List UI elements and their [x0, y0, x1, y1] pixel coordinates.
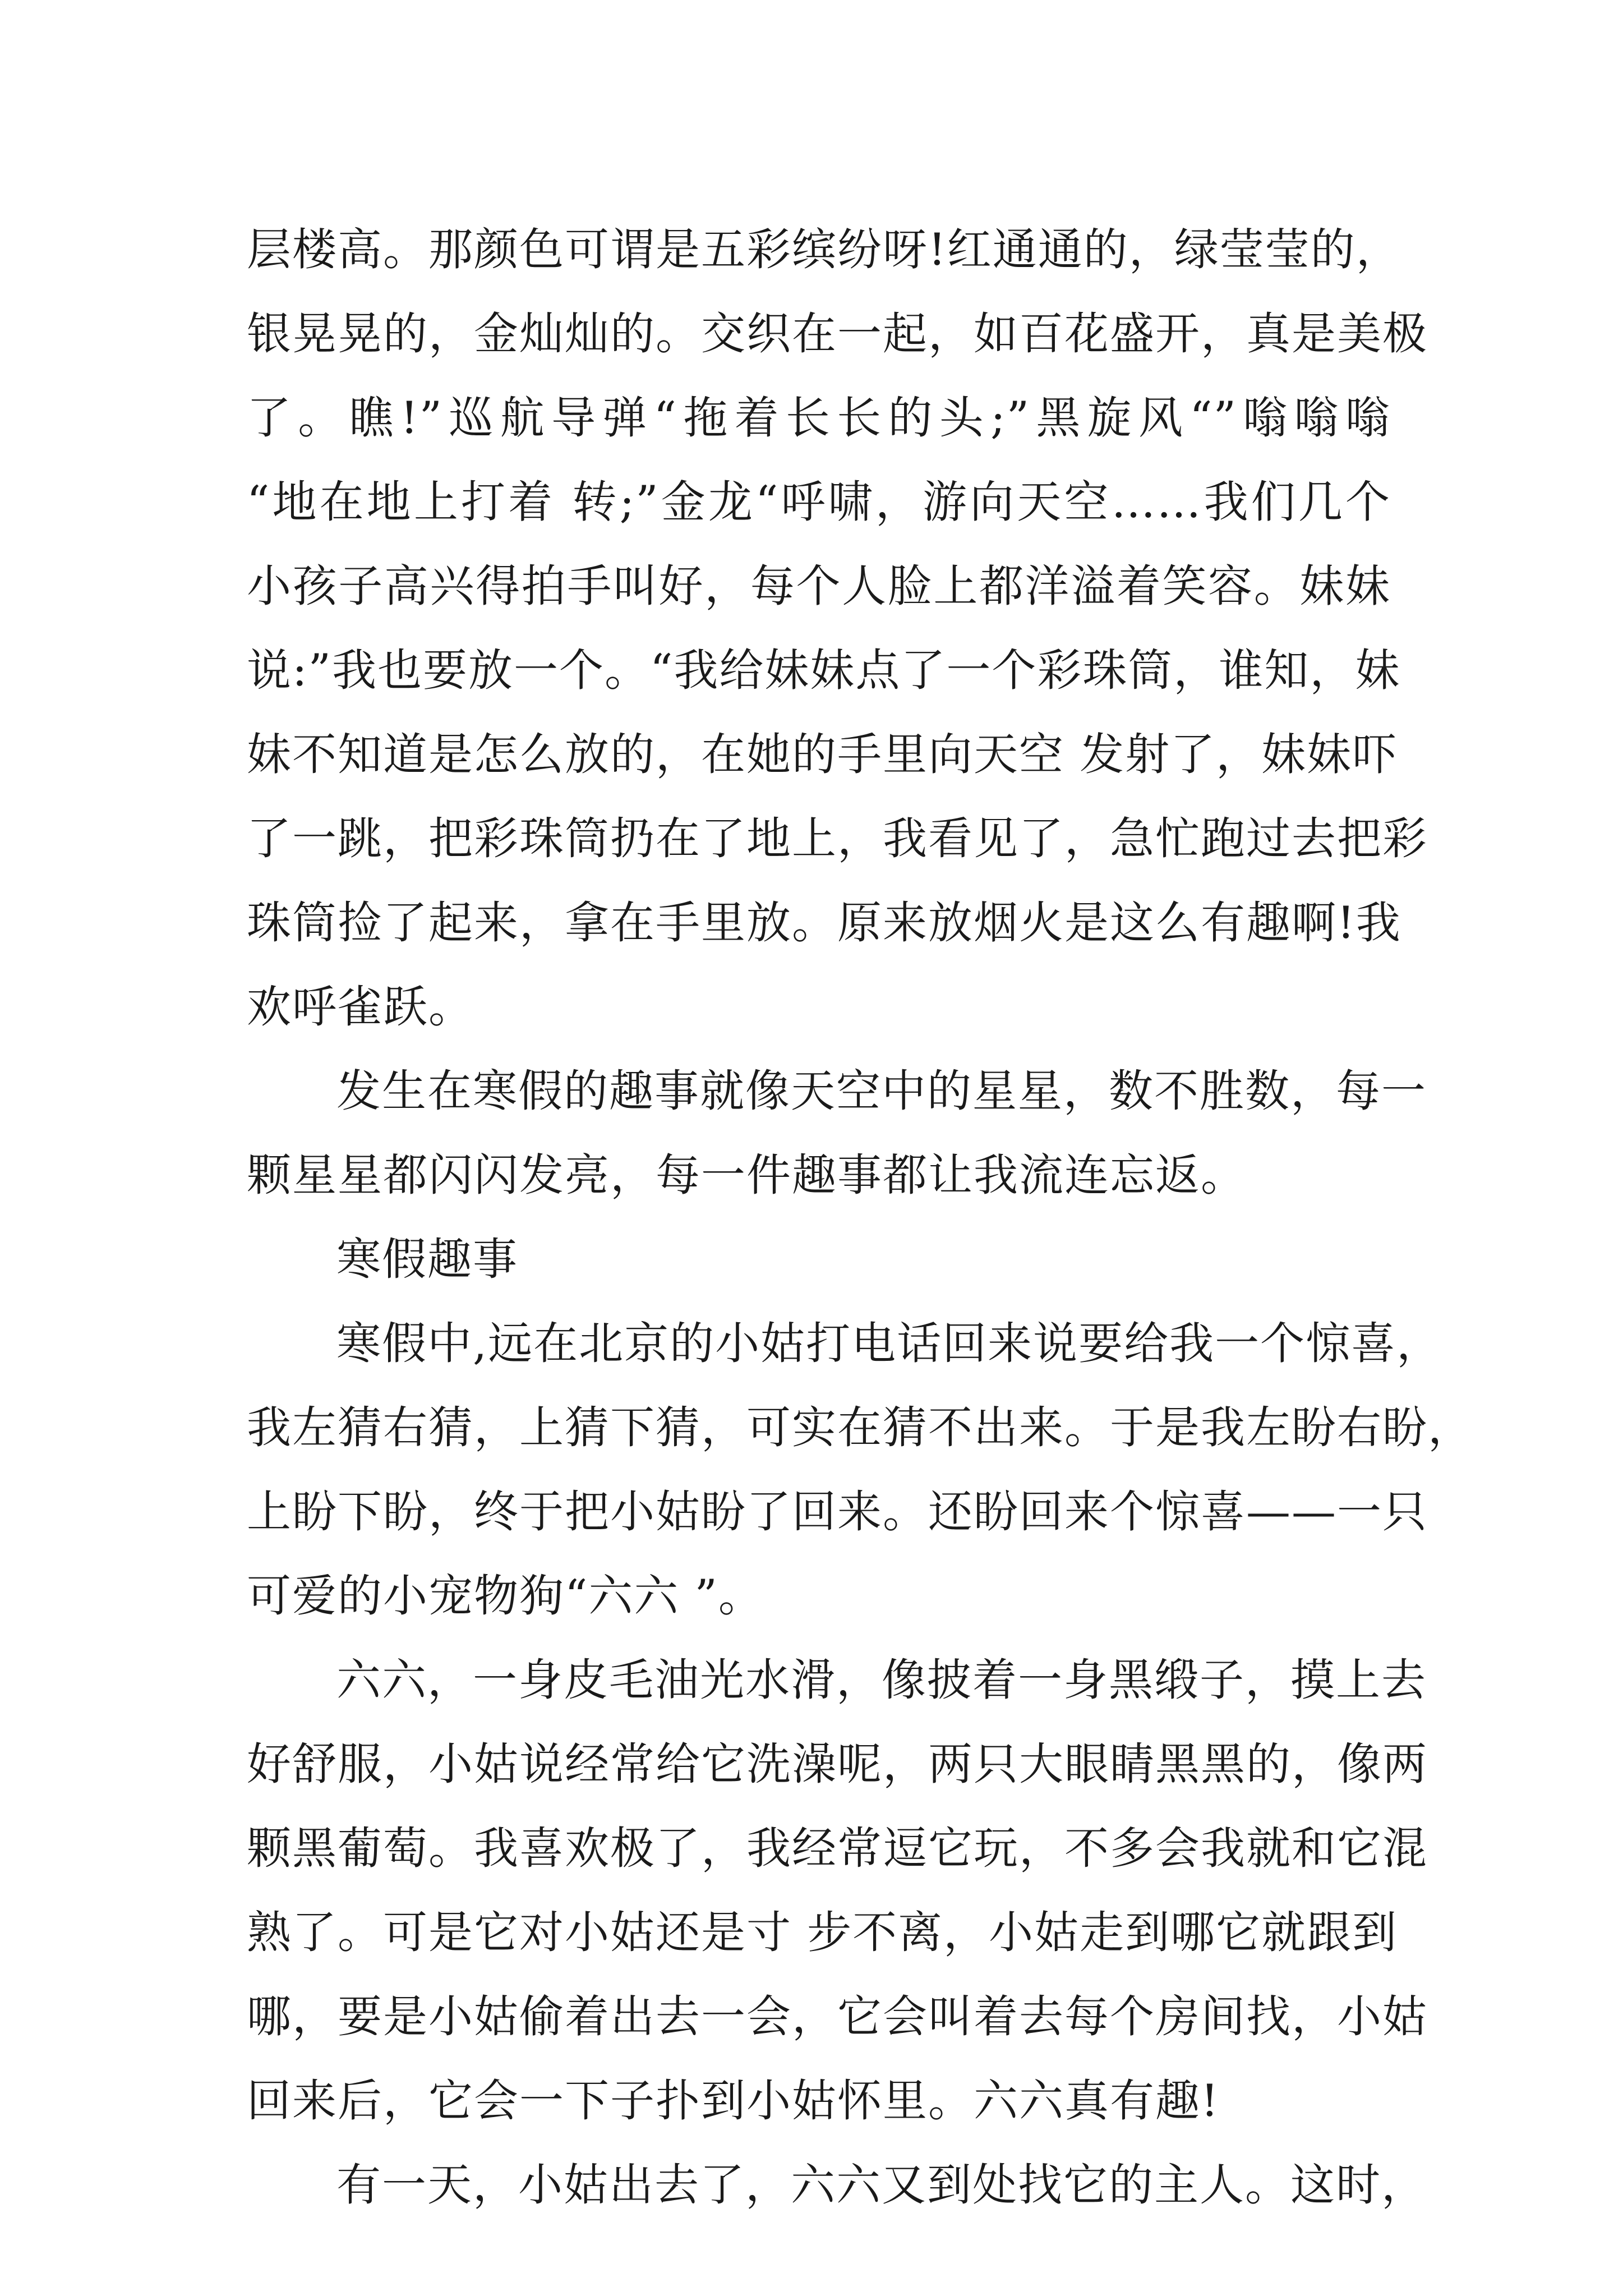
text-line: 可爱的小宠物狗“六六 ”。 — [247, 1570, 764, 1622]
text-line: 哪，要是小姑偷着出去一会，它会叫着去每个房间找，小姑 — [247, 1991, 1428, 2042]
section-title: 寒假趣事 — [336, 1234, 518, 1285]
text-line: 上盼下盼，终于把小姑盼了回来。还盼回来个惊喜——一只 — [247, 1486, 1428, 1538]
text-line: 妹不知道是怎么放的，在她的手里向天空 发射了，妹妹吓 — [247, 729, 1398, 780]
text-line: 了一跳，把彩珠筒扔在了地上，我看见了，急忙跑过去把彩 — [247, 813, 1428, 864]
text-line: 层楼高。那颜色可谓是五彩缤纷呀!红通通的，绿莹莹的， — [247, 224, 1401, 275]
text-line: 有一天，小姑出去了，六六又到处找它的主人。这时， — [336, 2159, 1427, 2211]
text-line: 寒假中,远在北京的小姑打电话回来说要给我一个惊喜， — [336, 1318, 1442, 1369]
text-line: 颗黑葡萄。我喜欢极了，我经常逗它玩，不多会我就和它混 — [247, 1823, 1428, 1874]
text-line: 熟了。可是它对小姑还是寸 步不离，小姑走到哪它就跟到 — [247, 1907, 1398, 1958]
text-line: 好舒服，小姑说经常给它洗澡呢，两只大眼睛黑黑的，像两 — [247, 1738, 1428, 1790]
text-line: 我左猜右猜，上猜下猜，可实在猜不出来。于是我左盼右盼， — [247, 1402, 1473, 1453]
text-line: 小孩子高兴得拍手叫好，每个人脸上都洋溢着笑容。妹妹 — [247, 560, 1391, 612]
text-line: 珠筒捡了起来，拿在手里放。原来放烟火是这么有趣啊!我 — [247, 897, 1401, 949]
text-line: 六六，一身皮毛油光水滑，像披着一身黑缎子，摸上去 — [336, 1654, 1427, 1706]
text-line: 颗星星都闪闪发亮，每一件趣事都让我流连忘返。 — [247, 1149, 1246, 1201]
body-text — [247, 208, 1473, 2227]
text-line: 银晃晃的，金灿灿的。交织在一起，如百花盛开，真是美极 — [247, 308, 1428, 360]
text-line: 回来后，它会一下子扑到小姑怀里。六六真有趣! — [247, 2075, 1220, 2127]
text-line: 说:”我也要放一个。“我给妹妹点了一个彩珠筒，谁知，妹 — [247, 645, 1401, 696]
text-line: “地在地上打着 转;”金龙“呼啸，游向天空……我们几个 — [247, 476, 1391, 528]
text-line: 了。瞧!”巡航导弹“拖着长长的头;”黑旋风“”嗡嗡嗡 — [247, 392, 1391, 444]
text-line: 发生在寒假的趣事就像天空中的星星，数不胜数，每一 — [336, 1065, 1427, 1117]
text-line: 欢呼雀跃。 — [247, 981, 474, 1033]
